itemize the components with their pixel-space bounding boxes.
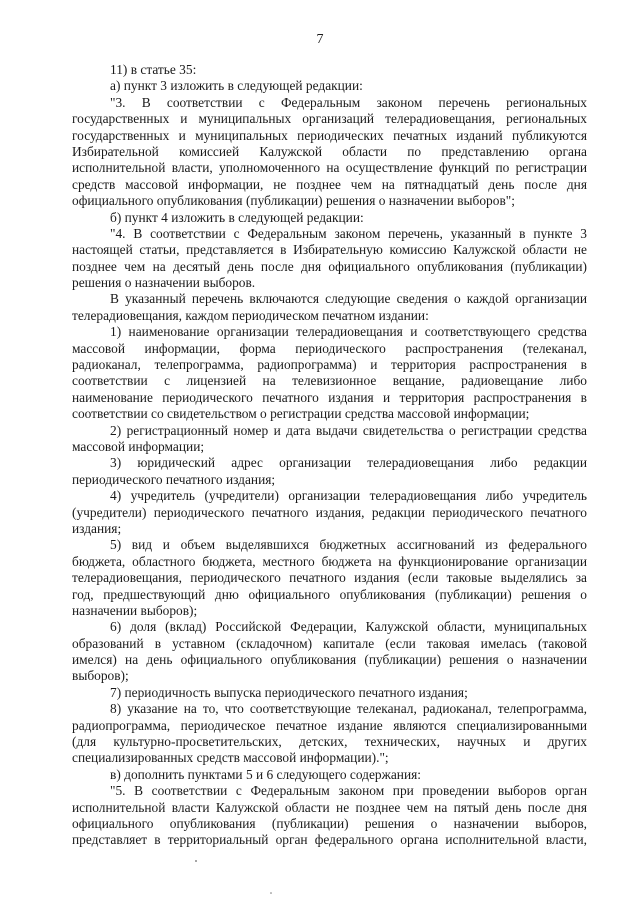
text-line: "3. В соответствии с Федеральным законом перечень региональных [110, 94, 587, 110]
text-line: 4) учредитель (учредители) организации телерадиовещания либо учредитель [110, 488, 587, 504]
text-line: образований в уставном (складочном) капитале (если таковая имелась (таковой [72, 635, 587, 651]
text-line: исполнительной власти, уполномоченного на осуществление функций по регистрации [72, 160, 587, 176]
text-line: наименование периодического печатного издания и территория распространения в [72, 389, 587, 405]
text-line: исполнительной власти Калужской области не позднее чем на пятый день после дня [72, 799, 587, 815]
text-line: 5) вид и объем выделявшихся бюджетных ассигнований из федерального [110, 537, 587, 553]
text-line: государственных и муниципальных периодических печатных изданий публикуются [72, 127, 587, 143]
text-line: соответствии с лицензией на телевизионное вещание, радиовещание либо [72, 373, 587, 389]
text-line: издания; [72, 520, 122, 536]
text-line: (для культурно-просветительских, детских, технических, научных и других [72, 734, 587, 750]
text-line: год, предшествующий дню официального опубликования (публикации) решения о [72, 586, 587, 602]
text-line: бюджета, областного бюджета, местного бюджета на функционирование организации [72, 553, 587, 569]
text-line: массовой информации; [72, 438, 205, 454]
text-line: а) пункт 3 изложить в следующей редакции: [110, 78, 363, 94]
text-line: 7) периодичность выпуска периодического печатного издания; [110, 684, 468, 700]
text-line: государственных и муниципальных организаций телерадиовещания, региональных [72, 111, 587, 127]
text-line: средств массовой информации, не позднее чем на пятнадцатый день после дня [72, 176, 587, 192]
text-line: "5. В соответствии с Федеральным законом при проведении выборов орган [110, 783, 587, 799]
text-line: 2) регистрационный номер и дата выдачи свидетельства о регистрации средства [110, 422, 587, 438]
text-line: "4. В соответствии с Федеральным законом перечень, указанный в пункте 3 [110, 225, 587, 241]
text-line: 6) доля (вклад) Российской Федерации, Калужской области, муниципальных [110, 619, 587, 635]
text-line: радиопрограмма, периодическое печатное издание являются специализированными [72, 717, 587, 733]
text-line: (учредители) периодического печатного издания, редакции периодического печатного [72, 504, 587, 520]
text-line: Избирательной комиссией Калужской области по представлению органа [72, 143, 587, 159]
text-line: б) пункт 4 изложить в следующей редакции: [110, 209, 364, 225]
text-line: представляет в территориальный орган федерального органа исполнительной власти, [72, 832, 587, 848]
text-line: имелся) на день официального опубликования (публикации) решения о назначении [72, 652, 587, 668]
text-line: телерадиовещания, периодического печатного издания (если таковые выделялись за [72, 570, 587, 586]
page-number: 7 [316, 32, 324, 47]
text-line: официального опубликования (публикации) решения о назначении выборов"; [72, 193, 515, 209]
text-line: массовой информации, форма периодического распространения (телеканал, [72, 340, 587, 356]
text-line: позднее чем на десятый день после дня официального опубликования (публикации) [72, 258, 587, 274]
text-line: выборов); [72, 668, 129, 684]
text-line: радиоканал, телепрограмма, радиопрограмма) и территория распространения в [72, 357, 587, 373]
text-line: периодического печатного издания; [72, 471, 276, 487]
text-line: настоящей статьи, представляется в Избирательную комиссию Калужской области не [72, 242, 587, 258]
text-line: 8) указание на то, что соответствующие телеканал, радиоканал, телепрограмма, [110, 701, 587, 717]
text-line: 3) юридический адрес организации телерадиовещания либо редакции [110, 455, 587, 471]
text-line: решения о назначении выборов. [72, 275, 256, 291]
text-line: официального опубликования (публикации) решения о назначении выборов, [72, 815, 587, 831]
text-line: специализированных средств массовой информации)."; [72, 750, 389, 766]
text-line: телерадиовещания, каждом периодическом печатном издании: [72, 307, 429, 323]
text-line: назначении выборов); [72, 602, 198, 618]
text-line: в) дополнить пунктами 5 и 6 следующего содержания: [110, 766, 422, 782]
document-body [72, 62, 587, 849]
text-line: 11) в статье 35: [110, 62, 197, 77]
text-line: соответствии со свидетельством о регистрации средства массовой информации; [72, 406, 530, 422]
text-line: 1) наименование организации телерадиовещания и соответствующего средства [110, 324, 587, 340]
text-line: В указанный перечень включаются следующие сведения о каждой организации [110, 291, 587, 307]
